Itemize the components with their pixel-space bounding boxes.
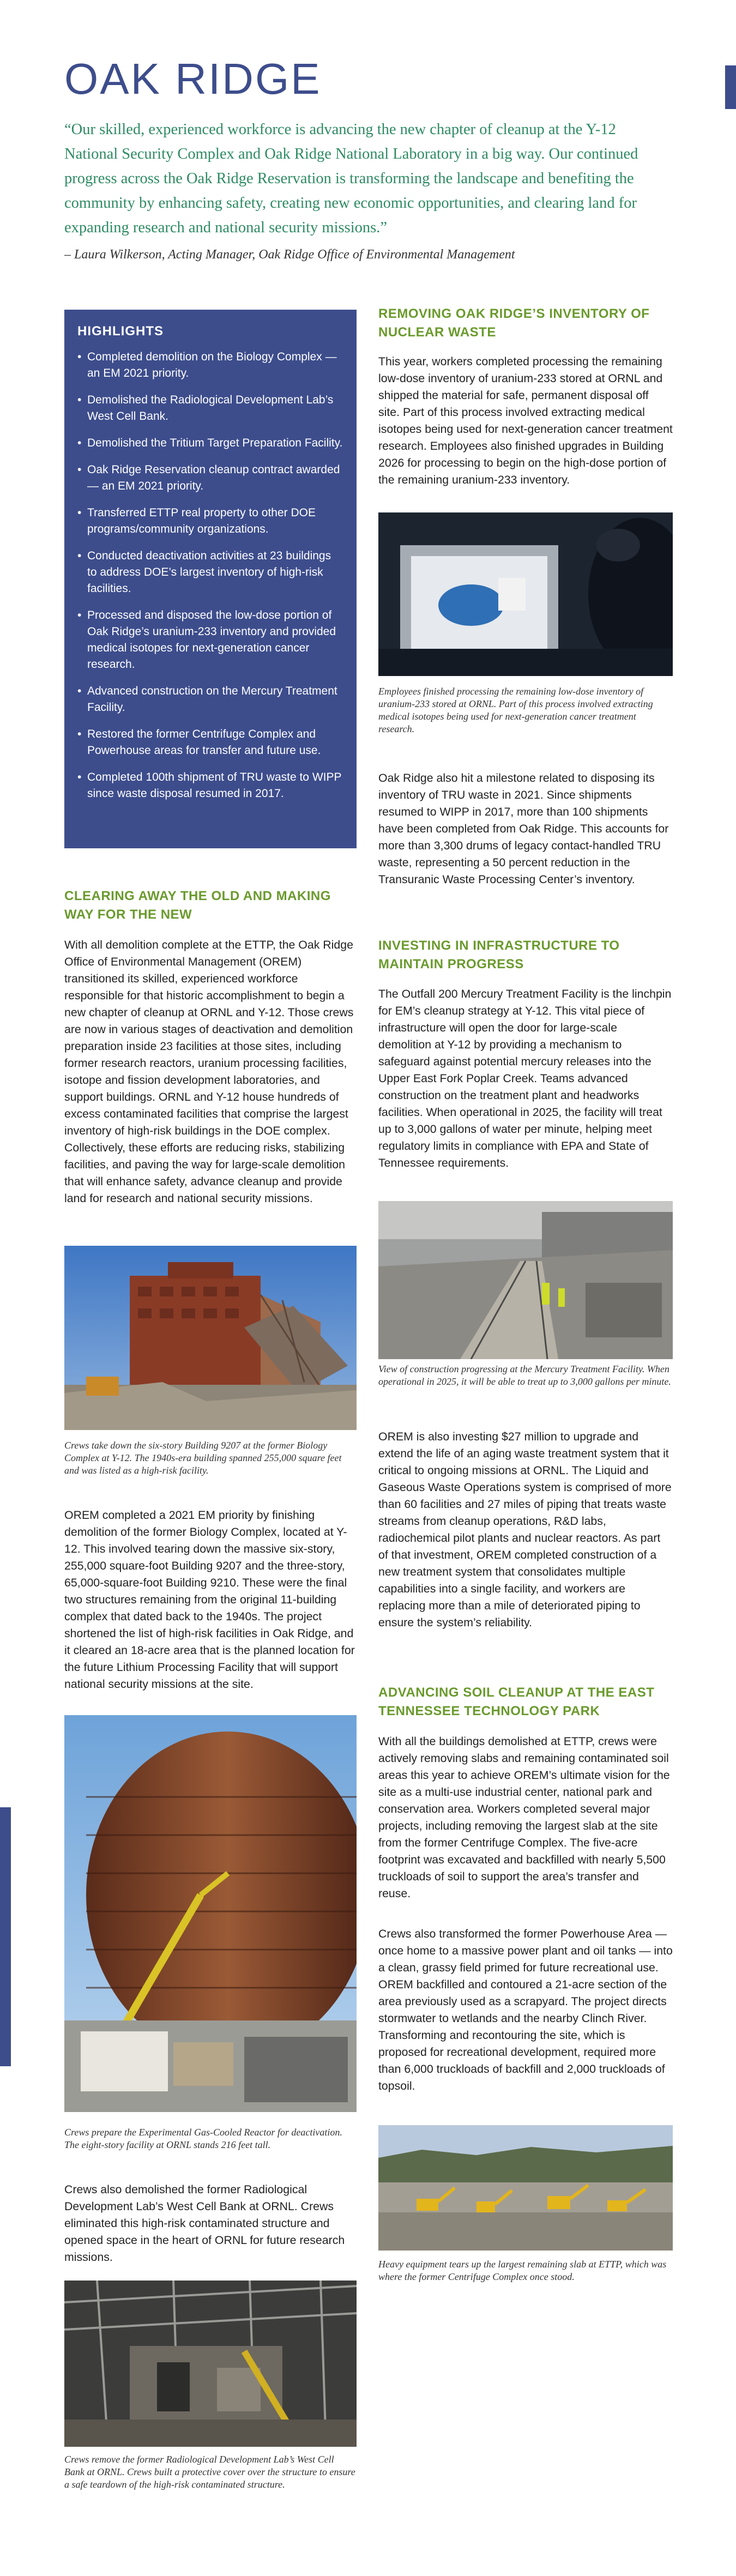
highlight-item: • Restored the former Centrifuge Complex and Powerhouse areas for transfer and future use. [77, 726, 343, 759]
pull-quote: “Our skilled, experienced workforce is advancing the new chapter of cleanup at the Y-12 National Security Complex and Oak Ridge National Laboratory in a big way. Our continued progress across the Oak Ridge Reservation is transforming the landscape and benefiting the community by enhancing safety, creating new economic opportunities, and clearing land for expanding research and national security missions.” [64, 121, 638, 236]
photo-uranium-233-processing [378, 512, 673, 676]
section-heading-removing: REMOVING OAK RIDGE’S INVENTORY OF NUCLEAR WASTE [378, 306, 650, 340]
highlight-item: • Processed and disposed the low-dose portion of Oak Ridge’s uranium-233 inventory and provided medical isotopes for next-generation cancer research. [77, 607, 343, 673]
highlight-item: • Demolished the Radiological Development Lab’s West Cell Bank. [77, 392, 343, 425]
photo-gas-cooled-reactor [64, 1715, 357, 2112]
highlights-box [64, 310, 357, 848]
section-heading-soil: ADVANCING SOIL CLEANUP AT THE EAST TENNESSEE TECHNOLOGY PARK [378, 1685, 655, 1718]
soil-cleanup-paragraph: With all the buildings demolished at ETTP, crews were actively removing slabs and remaining contaminated soil areas this year to achieve OREM’s ultimate vision for the site as a multi-use industrial center, national park and conservation area. Workers completed several major projects, including removing the largest slab at the site from the former Centrifuge Complex. The five-acre footprint was excavated and backfilled with nearly 5,500 truckloads of soil to support the area’s transfer and reuse. [378, 1735, 670, 1900]
left-edge-accent-bar [0, 1807, 11, 2066]
orem-investment-paragraph: OREM is also investing $27 million to upgrade and extend the life of an aging waste treatment system that it critical to ongoing missions at ORNL. The Liquid and Gaseous Waste Operations system is comprised of more than 60 facilities and 27 miles of piping that treats waste streams from cleanup operations, R&D labs, radiochemical pilot plants and nuclear reactors. As part of that investment, OREM completed construction of a new treatment system that consolidates multiple capabilities into a single facility, and workers are replacing more than a mile of deteriorated piping to ensure the system’s reliability. [378, 1430, 672, 1629]
investing-paragraph: The Outfall 200 Mercury Treatment Facility is the linchpin for EM’s cleanup strategy at Y-12. This vital piece of infrastructure will open the door for large-scale demolition at Y-12 by providing a mechanism to safeguard against potential mercury releases into the Upper East Fork Poplar Creek. Teams advanced construction on the treatment plant and headworks facilities. When operational in 2025, the facility will treat up to 3,000 gallons of water per minute, helping meet regulatory limits in compliance with EPA and State of Tennessee requirements. [378, 987, 672, 1169]
page-title: OAK RIDGE [64, 55, 322, 103]
photo-west-cell-bank [64, 2281, 357, 2447]
clearing-paragraph: With all demolition complete at the ETTP, the Oak Ridge Office of Environmental Management (OREM) transitioned its skilled, experienced workforce responsible for that historic accomplishment to begin a new chapter of cleanup at ORNL and Y-12. Those crews are now in various stages of deactivation and demolition preparation inside 23 facilities at those sites, including former research reactors, uranium processing facilities, isotope and fission development laboratories, and support buildings. ORNL and Y-12 house hundreds of excess contaminated facilities that comprise the largest inventory of high-risk buildings in the DOE complex. Collectively, these efforts are reducing risks, stabilizing facilities, and paving the way for large-scale demolition that will enhance safety, advance cleanup and provide land for research and national security missions. [64, 938, 354, 1205]
biology-complex-paragraph: OREM completed a 2021 EM priority by finishing demolition of the former Biology Complex, located at Y-12. This involved tearing down the massive six-story, 255,000 square-foot Building 9207 and the three-story, 65,000-square-foot Building 9210. These were the final two structures remaining from the original 11-building complex that dated back to the 1940s. The project shortened the list of high-risk facilities in Oak Ridge, and it cleared an 18-acre area that is the planned location for the future Lithium Processing Facility that will support national security missions at the site. [64, 1509, 355, 1691]
quote-attribution: – Laura Wilkerson, Acting Manager, Oak Ridge Office of Environmental Management [64, 248, 515, 262]
caption-uranium-233: Employees finished processing the remaining low-dose inventory of uranium-233 stored at ORNL. Part of this process involved extracting medical isotopes being used for next-generation cancer treatment research. [378, 686, 653, 734]
powerhouse-paragraph: Crews also transformed the former Powerhouse Area — once home to a massive power plant and oil tanks — into a clean, grassy field primed for future recreational use. OREM backfilled and contoured a 21-acre section of the area previously used as a scrapyard. The project directs stormwater to wetlands and the nearby Clinch River. Transforming and recontouring the site, which is proposed for recreational development, required more than 6,000 truckloads of backfill and 2,000 truckloads of topsoil. [378, 1927, 673, 2092]
removing-paragraph: This year, workers completed processing the remaining low-dose inventory of uranium-233 stored at ORNL and shipped the material for safe, permanent disposal off site. Part of this process involved extracting medical isotopes being used for next-generation cancer treatment research. Employees also finished upgrades in Building 2026 for processing to begin on the high-dose portion of the remaining uranium-233 inventory. [378, 355, 673, 486]
west-cell-bank-paragraph: Crews also demolished the former Radiological Development Lab’s West Cell Bank at ORNL. Crews eliminated this high-risk contaminated structure and opened space in the heart of ORNL for future research missions. [64, 2183, 345, 2264]
highlight-item: • Demolished the Tritium Target Preparation Facility. [77, 435, 343, 451]
highlight-item: • Completed demolition on the Biology Complex — an EM 2021 priority. [77, 349, 343, 382]
photo-building-9207-demolition [64, 1246, 357, 1430]
section-heading-investing: INVESTING IN INFRASTRUCTURE TO MAINTAIN PROGRESS [378, 938, 620, 972]
photo-mercury-treatment-facility [378, 1201, 673, 1359]
caption-mercury-facility: View of construction progressing at the Mercury Treatment Facility. When operational in 2025, it will be able to treat up to 3,000 gallons per minute. [378, 1364, 671, 1387]
caption-building-9207: Crews take down the six-story Building 9207 at the former Biology Complex at Y-12. The 1940s-era building spanned 255,000 square feet and was listed as a high-risk facility. [64, 1440, 342, 1476]
highlight-item: • Oak Ridge Reservation cleanup contract awarded — an EM 2021 priority. [77, 462, 343, 494]
tru-waste-paragraph: Oak Ridge also hit a milestone related to disposing its inventory of TRU waste in 2021. Since shipments resumed to WIPP in 2017, more than 100 shipments have been completed from Oak Ridge. This accounts for more than 3,300 drums of legacy contact-handled TRU waste, representing a 50 percent reduction in the Transuranic Waste Processing Center’s inventory. [378, 771, 669, 886]
caption-centrifuge-slab: Heavy equipment tears up the largest remaining slab at ETTP, which was where the former Centrifuge Complex once stood. [378, 2259, 667, 2282]
highlight-item: • Completed 100th shipment of TRU waste to WIPP since waste disposal resumed in 2017. [77, 769, 343, 802]
highlights-list [77, 349, 343, 802]
caption-west-cell-bank: Crews remove the former Radiological Development Lab’s West Cell Bank at ORNL. Crews built a protective cover over the structure to ensure a safe teardown of the high-risk contaminated structure. [64, 2454, 355, 2490]
highlights-heading: HIGHLIGHTS [77, 324, 164, 339]
highlight-item: • Conducted deactivation activities at 23 buildings to address DOE’s largest inventory of high-risk facilities. [77, 548, 343, 597]
right-edge-accent-bar [725, 65, 736, 109]
photo-centrifuge-slab [378, 2125, 673, 2251]
highlight-item: • Advanced construction on the Mercury Treatment Facility. [77, 683, 343, 716]
highlight-item: • Transferred ETTP real property to other DOE programs/community organizations. [77, 505, 343, 538]
section-heading-clearing: CLEARING AWAY THE OLD AND MAKING WAY FOR THE NEW [64, 889, 331, 922]
caption-gas-cooled-reactor: Crews prepare the Experimental Gas-Cooled Reactor for deactivation. The eight-story facility at ORNL stands 216 feet tall. [64, 2127, 342, 2150]
